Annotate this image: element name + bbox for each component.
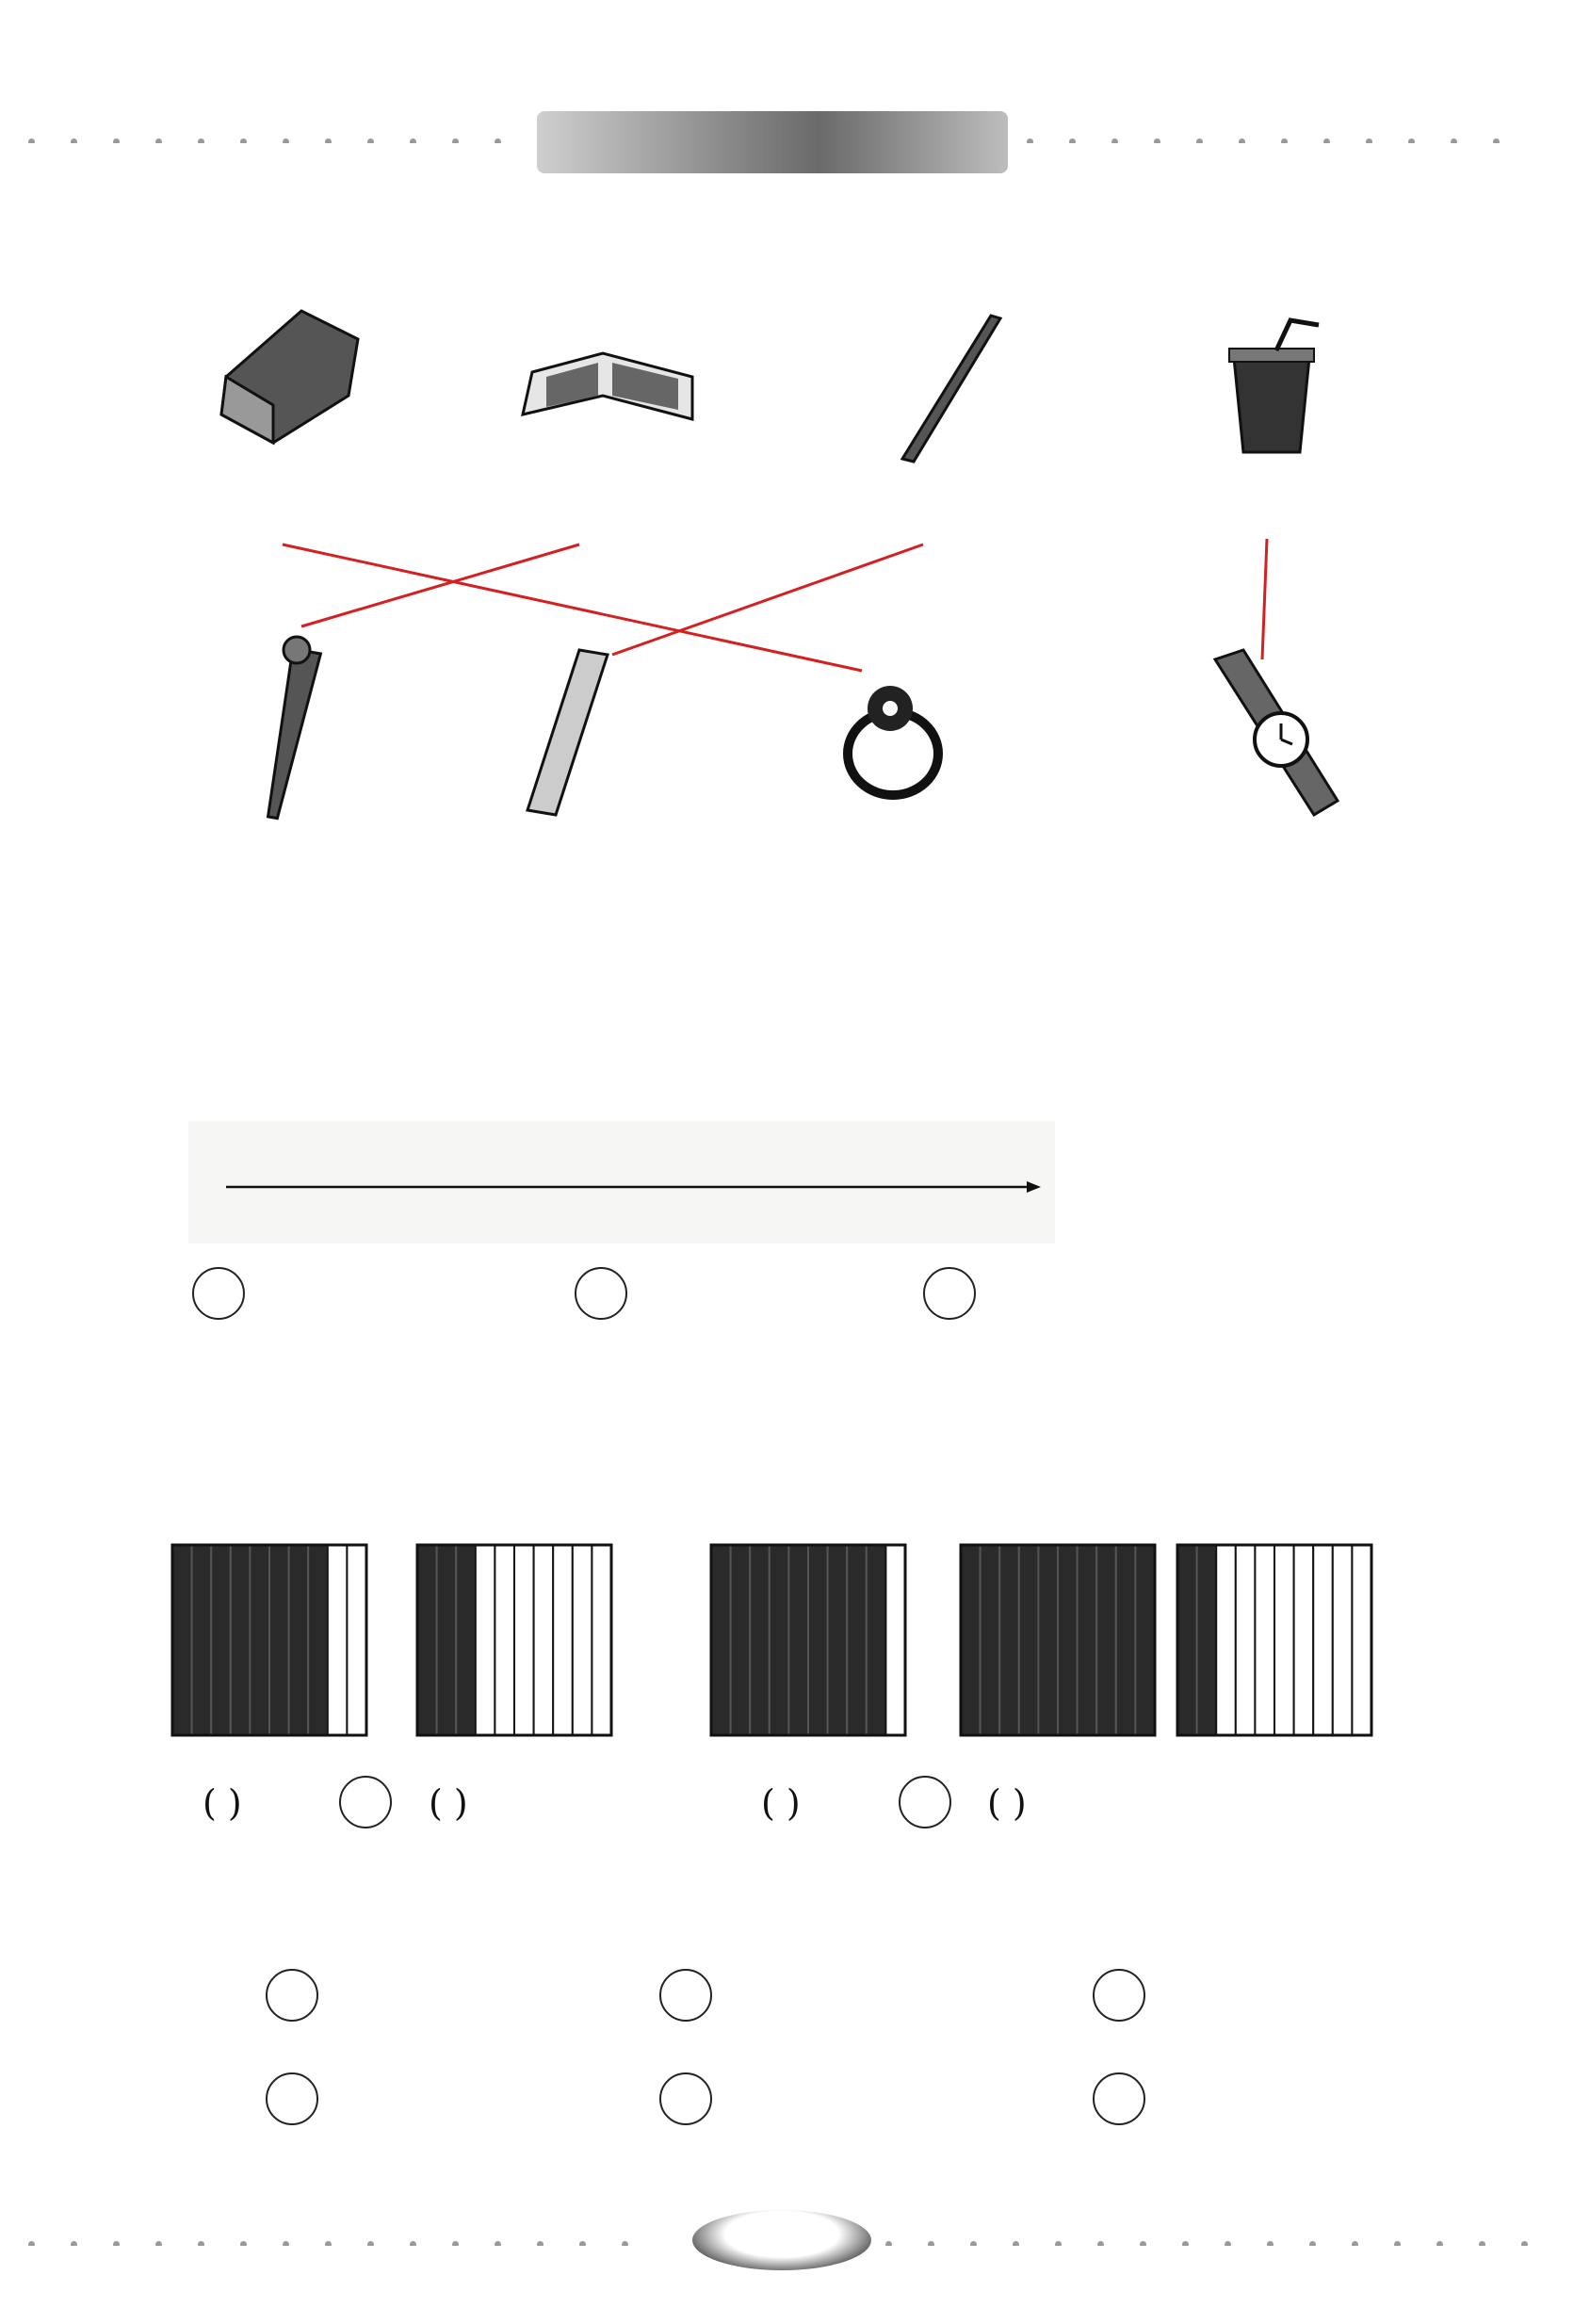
bar-cell <box>437 1545 457 1735</box>
bar-cell <box>999 1545 1019 1735</box>
bar-cell <box>211 1545 231 1735</box>
answer-circle <box>339 1776 392 1828</box>
bar-cell <box>961 1545 981 1735</box>
bar-cell <box>828 1545 848 1735</box>
part2-compare <box>1091 2072 1147 2125</box>
answer-circle <box>266 1969 318 2022</box>
bar-cell <box>981 1545 1000 1735</box>
bar-cell <box>308 1545 328 1735</box>
bar-cell <box>231 1545 251 1735</box>
bar-cell <box>1216 1545 1236 1735</box>
answer-paren-1: ( ) <box>203 1782 242 1824</box>
bar-cell <box>328 1545 348 1735</box>
bar-cell <box>172 1545 192 1735</box>
bar-cell <box>885 1545 905 1735</box>
answer-circle <box>1093 2072 1145 2125</box>
part2-compare <box>264 2072 320 2125</box>
answer-circle <box>659 2072 712 2125</box>
bar-cell <box>289 1545 309 1735</box>
bar-cell <box>1096 1545 1116 1735</box>
bar-cell <box>1116 1545 1136 1735</box>
page-number <box>692 2210 871 2270</box>
bar-cell <box>514 1545 534 1735</box>
bar-cell <box>592 1545 611 1735</box>
part2-compare <box>657 2072 714 2125</box>
bar-cell <box>1177 1545 1197 1735</box>
bar-cell <box>731 1545 751 1735</box>
footer-dots-left <box>28 2235 688 2246</box>
bar-cell <box>553 1545 573 1735</box>
footer-dots-right <box>885 2235 1564 2246</box>
bar-cell <box>456 1545 476 1735</box>
bar-cell <box>495 1545 514 1735</box>
bar-cell <box>1038 1545 1058 1735</box>
bar-cell <box>867 1545 886 1735</box>
bar-cell <box>1255 1545 1274 1735</box>
bar-cell <box>1294 1545 1314 1735</box>
bar-cell <box>534 1545 554 1735</box>
bar-cell <box>250 1545 269 1735</box>
bar-cell <box>770 1545 789 1735</box>
bar-cell <box>269 1545 289 1735</box>
bar-cell <box>808 1545 828 1735</box>
bar-cell <box>347 1545 366 1735</box>
bar-cell <box>1333 1545 1353 1735</box>
bar-cell <box>1197 1545 1217 1735</box>
part2-compare <box>657 1969 714 2022</box>
bar-cell <box>1078 1545 1097 1735</box>
bar-cell <box>573 1545 592 1735</box>
answer-paren-3: ( ) <box>761 1782 801 1824</box>
bar-cell <box>1352 1545 1371 1735</box>
answer-paren-2: ( ) <box>429 1782 468 1824</box>
bar-cell <box>1236 1545 1256 1735</box>
bar-cell <box>1135 1545 1155 1735</box>
bar-cell <box>476 1545 495 1735</box>
bar-cell <box>750 1545 770 1735</box>
answer-paren-4: ( ) <box>987 1782 1027 1824</box>
bar-cell <box>192 1545 212 1735</box>
answer-circle <box>899 1776 951 1828</box>
bar-cell <box>711 1545 731 1735</box>
bar-cell <box>847 1545 867 1735</box>
bar-cell <box>1274 1545 1294 1735</box>
answer-circle <box>1093 1969 1145 2022</box>
part2-compare <box>264 1969 320 2022</box>
bar-cell <box>788 1545 808 1735</box>
bar-cell <box>1058 1545 1078 1735</box>
answer-circle <box>659 1969 712 2022</box>
bar-cell <box>417 1545 437 1735</box>
bar-cell <box>1019 1545 1039 1735</box>
bar-cell <box>1313 1545 1333 1735</box>
answer-circle <box>266 2072 318 2125</box>
part2-compare <box>1091 1969 1147 2022</box>
